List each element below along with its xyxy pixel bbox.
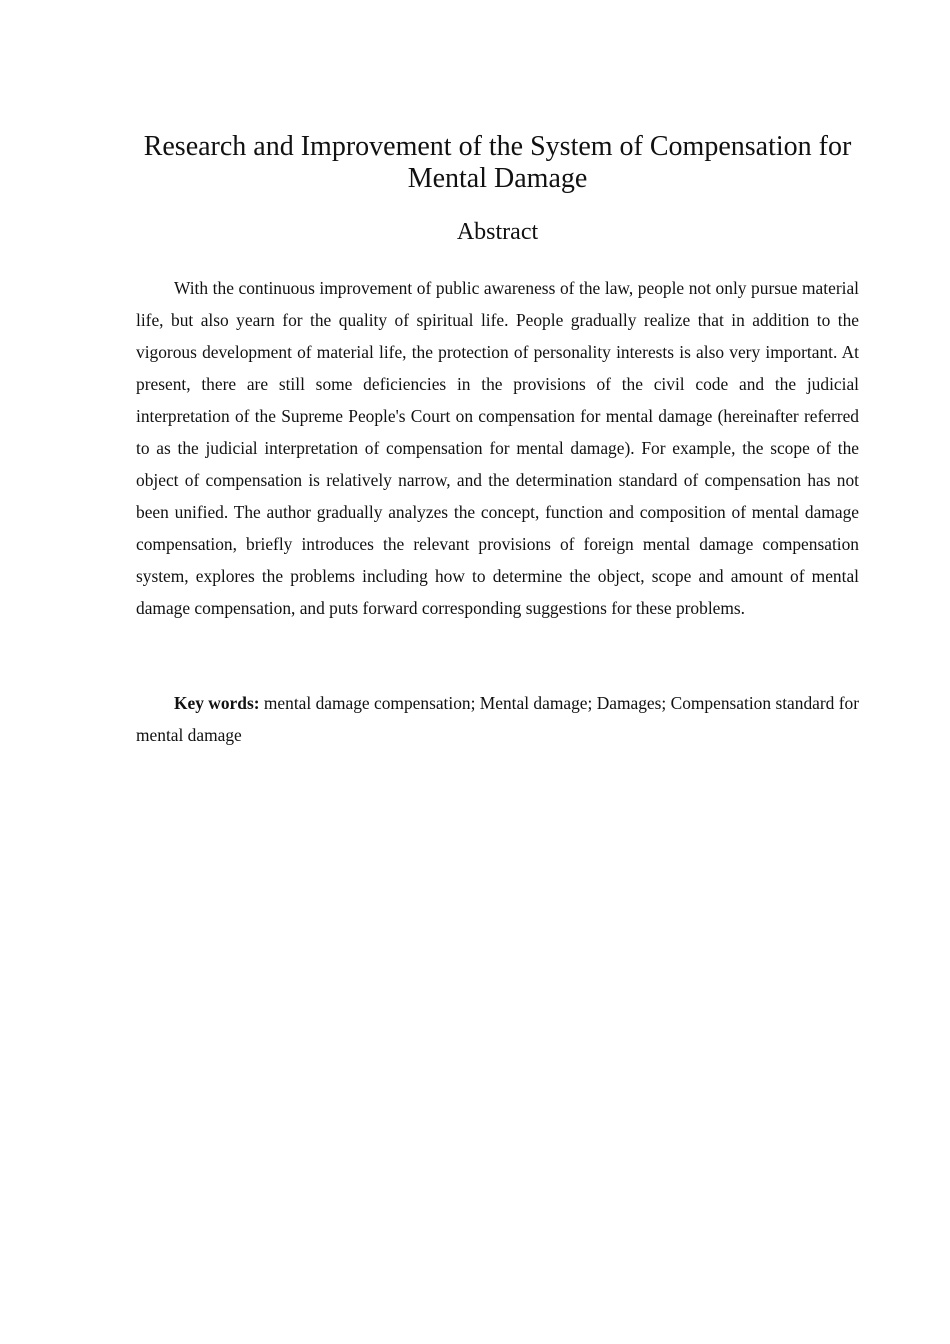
paper-title: Research and Improvement of the System of Compensation for Mental Damage [143, 131, 852, 194]
keywords-text: mental damage compensation; Mental damage; Damages; Compensation standard for mental damage [136, 693, 859, 745]
abstract-paragraph: With the continuous improvement of public awareness of the law, people not only pursue material life, but also yearn for the quality of spiritual life. People gradually realize that in addition to the vigorous development of material life, the protection of personality interests is also very important. At present, there are still some deficiencies in the provisions of the civil code and the judicial interpretation of the Supreme People's Court on compensation for mental damage (hereinafter referred to as the judicial interpretation of compensation for mental damage). For example, the scope of the object of compensation is relatively narrow, and the determination standard of compensation has not been unified. The author gradually analyzes the concept, function and composition of mental damage compensation, briefly introduces the relevant provisions of foreign mental damage compensation system, explores the problems including how to determine the object, scope and amount of mental damage compensation, and puts forward corresponding suggestions for these problems. [136, 278, 859, 618]
abstract-heading: Abstract [456, 219, 539, 245]
keywords-paragraph [136, 687, 859, 751]
keywords-label: Key words: [174, 693, 260, 713]
